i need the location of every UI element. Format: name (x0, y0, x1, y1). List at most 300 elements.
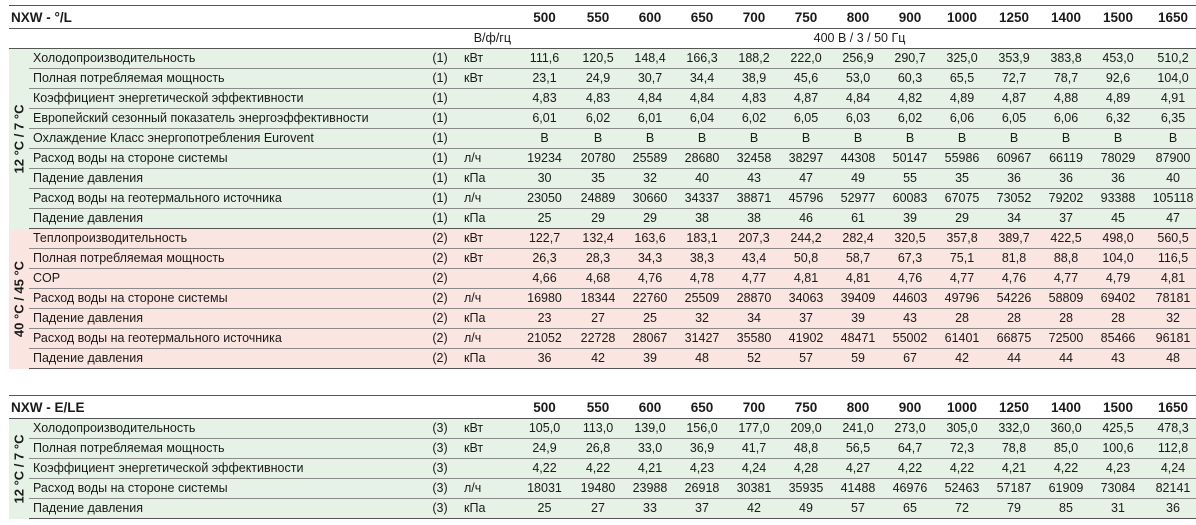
cell-800: 56,5 (832, 439, 884, 459)
cell-700: 38871 (728, 189, 780, 209)
cell-650: 4,84 (676, 89, 728, 109)
cell-800: 59 (832, 349, 884, 369)
model-header-row (9, 396, 1196, 419)
cell-1400: 66119 (1040, 149, 1092, 169)
unit-label: л/ч (460, 149, 517, 169)
cell-650: 32 (676, 309, 728, 329)
cell-1250: 60967 (988, 149, 1040, 169)
cell-550: 20780 (572, 149, 624, 169)
cell-1250: 332,0 (988, 419, 1040, 439)
cell-500: 16980 (517, 289, 572, 309)
cell-1400: 422,5 (1040, 229, 1092, 249)
cell-1000: 4,22 (936, 459, 988, 479)
cell-600: 148,4 (624, 49, 676, 69)
table-row (9, 169, 1196, 189)
cell-900: 60,3 (884, 69, 936, 89)
cell-500: 21052 (517, 329, 572, 349)
model-1650: 1650 (1144, 6, 1196, 29)
unit-label: кПа (460, 209, 517, 229)
cell-500: 23 (517, 309, 572, 329)
cell-1400: 88,8 (1040, 249, 1092, 269)
cell-900: 65 (884, 499, 936, 519)
footnote-ref: (1) (420, 149, 460, 169)
cell-1250: 57187 (988, 479, 1040, 499)
cell-650: 4,78 (676, 269, 728, 289)
footnote-ref: (1) (420, 169, 460, 189)
cell-600: 25 (624, 309, 676, 329)
model-500: 500 (517, 396, 572, 419)
cell-500: 105,0 (517, 419, 572, 439)
parameter-label: Холодопроизводительность (29, 49, 420, 69)
cell-750: 50,8 (780, 249, 832, 269)
cell-600: 4,21 (624, 459, 676, 479)
condition-label (9, 229, 29, 369)
cell-500: 26,3 (517, 249, 572, 269)
cell-700: 6,02 (728, 109, 780, 129)
cell-700: 28870 (728, 289, 780, 309)
cell-750: 45796 (780, 189, 832, 209)
cell-1250: 66875 (988, 329, 1040, 349)
cell-900: 320,5 (884, 229, 936, 249)
cell-700: 38,9 (728, 69, 780, 89)
parameter-label: Полная потребляемая мощность (29, 249, 420, 269)
cell-1400: 4,22 (1040, 459, 1092, 479)
unit-label: кВт (460, 69, 517, 89)
footnote-ref: (2) (420, 309, 460, 329)
cell-650: 6,04 (676, 109, 728, 129)
table-row (9, 309, 1196, 329)
parameter-label: Расход воды на стороне системы (29, 149, 420, 169)
cell-750: 57 (780, 349, 832, 369)
parameter-label: Полная потребляемая мощность (29, 69, 420, 89)
cell-750: 47 (780, 169, 832, 189)
cell-1000: 72,3 (936, 439, 988, 459)
table-row (9, 189, 1196, 209)
footnote-ref: (2) (420, 229, 460, 249)
cell-750: 49 (780, 499, 832, 519)
unit-label (460, 89, 517, 109)
cell-500: 24,9 (517, 439, 572, 459)
cell-1250: 73052 (988, 189, 1040, 209)
cell-1000: 49796 (936, 289, 988, 309)
cell-550: 26,8 (572, 439, 624, 459)
cell-1650: 510,2 (1144, 49, 1196, 69)
power-supply-unit: В/ф/гц (420, 29, 517, 49)
footnote-ref: (3) (420, 479, 460, 499)
cell-1400: 44 (1040, 349, 1092, 369)
parameter-label: Охлаждение Класс энергопотребления Eurovent (29, 129, 420, 149)
cell-800: 52977 (832, 189, 884, 209)
table-row (9, 439, 1196, 459)
cell-800: 57 (832, 499, 884, 519)
cell-1500: 28 (1092, 309, 1144, 329)
model-1650: 1650 (1144, 396, 1196, 419)
cell-900: 55 (884, 169, 936, 189)
cell-1650: 82141 (1144, 479, 1196, 499)
parameter-label: Расход воды на стороне системы (29, 289, 420, 309)
cell-1250: 36 (988, 169, 1040, 189)
cell-900: 4,76 (884, 269, 936, 289)
table-row (9, 69, 1196, 89)
cell-600: 139,0 (624, 419, 676, 439)
cell-750: 41902 (780, 329, 832, 349)
cell-500: 36 (517, 349, 572, 369)
cell-1000: 4,77 (936, 269, 988, 289)
parameter-label: Полная потребляемая мощность (29, 439, 420, 459)
parameter-label: Падение давления (29, 349, 420, 369)
cell-900: B (884, 129, 936, 149)
cell-1000: B (936, 129, 988, 149)
cell-900: 43 (884, 309, 936, 329)
cell-700: 4,77 (728, 269, 780, 289)
cell-550: 22728 (572, 329, 624, 349)
model-700: 700 (728, 396, 780, 419)
cell-650: 38,3 (676, 249, 728, 269)
parameter-label: Теплопроизводительность (29, 229, 420, 249)
footnote-ref: (1) (420, 49, 460, 69)
model-550: 550 (572, 6, 624, 29)
cell-600: 4,84 (624, 89, 676, 109)
cell-1250: 78,8 (988, 439, 1040, 459)
cell-550: 132,4 (572, 229, 624, 249)
cell-900: 4,82 (884, 89, 936, 109)
cell-800: 44308 (832, 149, 884, 169)
cell-500: 4,22 (517, 459, 572, 479)
condition-label (9, 419, 29, 519)
cell-1650: 96181 (1144, 329, 1196, 349)
cooling-section (9, 419, 1196, 519)
cell-750: 38297 (780, 149, 832, 169)
cell-650: 156,0 (676, 419, 728, 439)
cell-700: 177,0 (728, 419, 780, 439)
cell-750: 222,0 (780, 49, 832, 69)
model-600: 600 (624, 396, 676, 419)
footnote-ref: (3) (420, 459, 460, 479)
table-row (9, 109, 1196, 129)
table-row (9, 329, 1196, 349)
cell-600: 163,6 (624, 229, 676, 249)
cell-800: 39409 (832, 289, 884, 309)
cell-1250: 353,9 (988, 49, 1040, 69)
cell-700: B (728, 129, 780, 149)
cell-550: 113,0 (572, 419, 624, 439)
model-1400: 1400 (1040, 396, 1092, 419)
unit-label: кВт (460, 229, 517, 249)
cell-750: 4,81 (780, 269, 832, 289)
cell-1650: 4,24 (1144, 459, 1196, 479)
cell-500: 18031 (517, 479, 572, 499)
cell-600: 23988 (624, 479, 676, 499)
cell-900: 44603 (884, 289, 936, 309)
cell-700: 32458 (728, 149, 780, 169)
unit-label: л/ч (460, 479, 517, 499)
series-title: NXW - E/LE (9, 396, 517, 419)
cell-1250: B (988, 129, 1040, 149)
cell-1000: 42 (936, 349, 988, 369)
parameter-label: Расход воды на геотермального источника (29, 329, 420, 349)
cell-600: 34,3 (624, 249, 676, 269)
cell-650: 25509 (676, 289, 728, 309)
model-1400: 1400 (1040, 6, 1092, 29)
model-600: 600 (624, 6, 676, 29)
cell-750: 34063 (780, 289, 832, 309)
cell-1400: 4,77 (1040, 269, 1092, 289)
cell-600: 4,76 (624, 269, 676, 289)
cell-550: 4,83 (572, 89, 624, 109)
cell-700: 4,24 (728, 459, 780, 479)
cell-600: 33 (624, 499, 676, 519)
model-1500: 1500 (1092, 6, 1144, 29)
cell-550: 6,02 (572, 109, 624, 129)
cell-1400: 58809 (1040, 289, 1092, 309)
footnote-ref: (2) (420, 289, 460, 309)
cell-750: 6,05 (780, 109, 832, 129)
cell-550: 24,9 (572, 69, 624, 89)
cell-1000: 35 (936, 169, 988, 189)
model-900: 900 (884, 6, 936, 29)
cell-1000: 75,1 (936, 249, 988, 269)
cell-700: 43,4 (728, 249, 780, 269)
model-750: 750 (780, 6, 832, 29)
cell-900: 39 (884, 209, 936, 229)
cell-700: 52 (728, 349, 780, 369)
cell-550: 24889 (572, 189, 624, 209)
cell-1650: B (1144, 129, 1196, 149)
model-1250: 1250 (988, 396, 1040, 419)
nxw-l-table (9, 5, 1194, 369)
cell-1500: 4,89 (1092, 89, 1144, 109)
unit-label: л/ч (460, 289, 517, 309)
model-1500: 1500 (1092, 396, 1144, 419)
power-supply-value: 400 В / 3 / 50 Гц (517, 29, 1196, 49)
cell-1400: B (1040, 129, 1092, 149)
cell-600: B (624, 129, 676, 149)
cell-750: 209,0 (780, 419, 832, 439)
cell-1000: 357,8 (936, 229, 988, 249)
cell-800: 4,84 (832, 89, 884, 109)
unit-label: кПа (460, 499, 517, 519)
table-row (9, 89, 1196, 109)
unit-label: кВт (460, 439, 517, 459)
cell-1500: 73084 (1092, 479, 1144, 499)
cell-650: 183,1 (676, 229, 728, 249)
table-row (9, 289, 1196, 309)
cell-650: 40 (676, 169, 728, 189)
cell-800: 4,81 (832, 269, 884, 289)
cell-1000: 61401 (936, 329, 988, 349)
cell-500: 30 (517, 169, 572, 189)
cell-900: 4,22 (884, 459, 936, 479)
cell-1650: 87900 (1144, 149, 1196, 169)
model-650: 650 (676, 396, 728, 419)
cell-500: 111,6 (517, 49, 572, 69)
cell-750: 48,8 (780, 439, 832, 459)
cell-1500: 104,0 (1092, 249, 1144, 269)
cell-600: 28067 (624, 329, 676, 349)
parameter-label: Падение давления (29, 499, 420, 519)
cell-650: 26918 (676, 479, 728, 499)
cell-800: 58,7 (832, 249, 884, 269)
cell-1650: 40 (1144, 169, 1196, 189)
cell-1650: 4,91 (1144, 89, 1196, 109)
cell-1500: 43 (1092, 349, 1144, 369)
cell-900: 46976 (884, 479, 936, 499)
cell-500: 23,1 (517, 69, 572, 89)
cell-1000: 325,0 (936, 49, 988, 69)
cell-600: 29 (624, 209, 676, 229)
cell-900: 6,02 (884, 109, 936, 129)
cell-500: 19234 (517, 149, 572, 169)
table-row (9, 349, 1196, 369)
footnote-ref: (2) (420, 249, 460, 269)
cell-800: 48471 (832, 329, 884, 349)
cell-1400: 37 (1040, 209, 1092, 229)
cell-1400: 6,06 (1040, 109, 1092, 129)
cell-500: 4,66 (517, 269, 572, 289)
cell-500: B (517, 129, 572, 149)
cell-900: 273,0 (884, 419, 936, 439)
cell-1000: 55986 (936, 149, 988, 169)
cell-1500: 4,23 (1092, 459, 1144, 479)
cell-1650: 560,5 (1144, 229, 1196, 249)
cell-1400: 85,0 (1040, 439, 1092, 459)
cell-650: B (676, 129, 728, 149)
heating-section (9, 229, 1196, 369)
cell-1250: 79 (988, 499, 1040, 519)
cell-800: 39 (832, 309, 884, 329)
cell-1000: 67075 (936, 189, 988, 209)
cell-600: 25589 (624, 149, 676, 169)
cell-1400: 36 (1040, 169, 1092, 189)
model-1000: 1000 (936, 396, 988, 419)
cell-650: 34337 (676, 189, 728, 209)
power-supply-row (9, 29, 1196, 49)
cell-1500: 100,6 (1092, 439, 1144, 459)
cell-1650: 478,3 (1144, 419, 1196, 439)
cell-1500: 31 (1092, 499, 1144, 519)
cell-1500: 453,0 (1092, 49, 1144, 69)
footnote-ref: (1) (420, 69, 460, 89)
cell-1650: 47 (1144, 209, 1196, 229)
cell-1650: 105118 (1144, 189, 1196, 209)
series-title: NXW - °/L (9, 6, 517, 29)
cell-800: 41488 (832, 479, 884, 499)
condition-text: 12 °C / 7 °C (11, 104, 27, 174)
unit-label: кВт (460, 419, 517, 439)
cell-750: 45,6 (780, 69, 832, 89)
cell-1650: 112,8 (1144, 439, 1196, 459)
model-550: 550 (572, 396, 624, 419)
footnote-ref: (2) (420, 269, 460, 289)
cell-550: 27 (572, 499, 624, 519)
unit-label (460, 109, 517, 129)
table-row (9, 149, 1196, 169)
table-row (9, 479, 1196, 499)
cell-1500: 498,0 (1092, 229, 1144, 249)
model-header-row (9, 6, 1196, 29)
cell-1250: 389,7 (988, 229, 1040, 249)
cell-900: 290,7 (884, 49, 936, 69)
cell-750: 37 (780, 309, 832, 329)
cell-1400: 72500 (1040, 329, 1092, 349)
cell-600: 22760 (624, 289, 676, 309)
cell-700: 43 (728, 169, 780, 189)
cell-550: B (572, 129, 624, 149)
cell-1250: 44 (988, 349, 1040, 369)
cell-500: 25 (517, 209, 572, 229)
cell-550: 18344 (572, 289, 624, 309)
cell-1000: 4,89 (936, 89, 988, 109)
cell-900: 64,7 (884, 439, 936, 459)
cell-700: 42 (728, 499, 780, 519)
cell-1400: 360,0 (1040, 419, 1092, 439)
footnote-ref: (1) (420, 109, 460, 129)
cell-1250: 4,87 (988, 89, 1040, 109)
model-1250: 1250 (988, 6, 1040, 29)
cell-650: 34,4 (676, 69, 728, 89)
cell-750: 4,87 (780, 89, 832, 109)
cell-550: 19480 (572, 479, 624, 499)
cell-650: 37 (676, 499, 728, 519)
cell-700: 30381 (728, 479, 780, 499)
cell-650: 48 (676, 349, 728, 369)
cell-650: 4,23 (676, 459, 728, 479)
condition-text: 12 °C / 7 °C (11, 434, 27, 504)
cell-500: 23050 (517, 189, 572, 209)
cell-900: 50147 (884, 149, 936, 169)
cell-900: 55002 (884, 329, 936, 349)
cell-1500: 425,5 (1092, 419, 1144, 439)
cell-550: 27 (572, 309, 624, 329)
cell-550: 120,5 (572, 49, 624, 69)
cell-1400: 61909 (1040, 479, 1092, 499)
cell-1400: 79202 (1040, 189, 1092, 209)
model-800: 800 (832, 6, 884, 29)
unit-label: л/ч (460, 329, 517, 349)
cell-1500: 36 (1092, 169, 1144, 189)
cell-1500: 92,6 (1092, 69, 1144, 89)
cell-1500: 78029 (1092, 149, 1144, 169)
cell-500: 25 (517, 499, 572, 519)
cell-1400: 383,8 (1040, 49, 1092, 69)
cell-650: 38 (676, 209, 728, 229)
model-650: 650 (676, 6, 728, 29)
cell-1400: 78,7 (1040, 69, 1092, 89)
table-row (9, 419, 1196, 439)
footnote-ref: (2) (420, 349, 460, 369)
footnote-ref: (3) (420, 439, 460, 459)
model-700: 700 (728, 6, 780, 29)
parameter-label: Падение давления (29, 209, 420, 229)
cell-1000: 29 (936, 209, 988, 229)
cell-550: 42 (572, 349, 624, 369)
parameter-label: COP (29, 269, 420, 289)
unit-label (460, 129, 517, 149)
cell-650: 166,3 (676, 49, 728, 69)
cell-1250: 6,05 (988, 109, 1040, 129)
model-750: 750 (780, 396, 832, 419)
table-row (9, 499, 1196, 519)
cell-1650: 116,5 (1144, 249, 1196, 269)
condition-label (9, 49, 29, 229)
model-800: 800 (832, 396, 884, 419)
unit-label: кПа (460, 169, 517, 189)
footnote-ref: (3) (420, 499, 460, 519)
table-row (9, 209, 1196, 229)
cell-1250: 28 (988, 309, 1040, 329)
cell-800: 61 (832, 209, 884, 229)
cell-1000: 52463 (936, 479, 988, 499)
